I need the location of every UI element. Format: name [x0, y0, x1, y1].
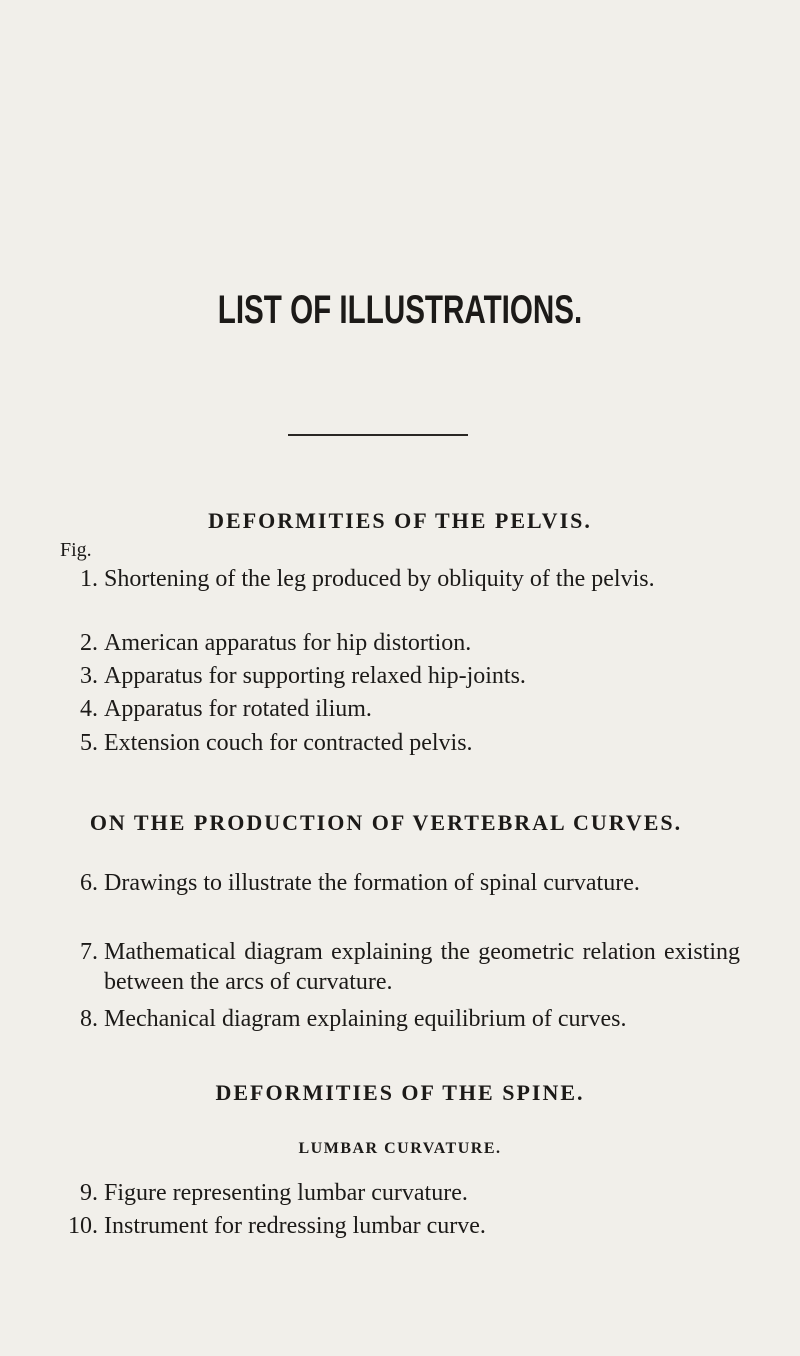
item-text: Extension couch for contracted pelvis. — [104, 730, 473, 756]
item-number: 10. — [68, 1213, 98, 1239]
section-heading-spine: DEFORMITIES OF THE SPINE. — [215, 1080, 585, 1105]
fig-label: Fig. — [60, 539, 92, 561]
item-number: 9. — [80, 1180, 98, 1206]
item-number: 8. — [80, 1006, 98, 1032]
section-heading-vertebral-curves: ON THE PRODUCTION OF VERTEBRAL CURVES. — [89, 810, 683, 835]
title-divider — [288, 434, 468, 436]
item-text: Mathematical diagram explaining the geometric relation existing between the arcs of curvature. — [104, 939, 740, 995]
item-text: Mechanical diagram explaining equilibrium of curves. — [104, 1006, 627, 1032]
item-text: Figure representing lumbar curvature. — [104, 1180, 468, 1206]
item-text: Shortening of the leg produced by obliquity of the pelvis. — [104, 566, 655, 592]
item-number: 3. — [80, 663, 98, 689]
item-text: American apparatus for hip distortion. — [104, 630, 472, 656]
item-text: Apparatus for supporting relaxed hip-joints. — [104, 663, 526, 689]
item-number: 1. — [80, 566, 98, 592]
item-number: 2. — [80, 630, 98, 656]
section-heading-pelvis: DEFORMITIES OF THE PELVIS. — [208, 508, 592, 533]
item-number: 4. — [80, 696, 98, 722]
item-text: Apparatus for rotated ilium. — [104, 696, 372, 722]
list-item — [60, 868, 740, 928]
item-text: Instrument for redressing lumbar curve. — [104, 1213, 486, 1239]
item-text: Drawings to illustrate the formation of spinal curvature. — [104, 870, 640, 896]
list-item — [60, 564, 740, 624]
item-number: 7. — [80, 939, 98, 965]
list-item — [60, 937, 740, 997]
item-number: 6. — [80, 870, 98, 896]
item-number: 5. — [80, 730, 98, 756]
section-subheading-lumbar: LUMBAR CURVATURE. — [298, 1140, 502, 1157]
page-title: LIST OF ILLUSTRATIONS. — [217, 288, 583, 332]
